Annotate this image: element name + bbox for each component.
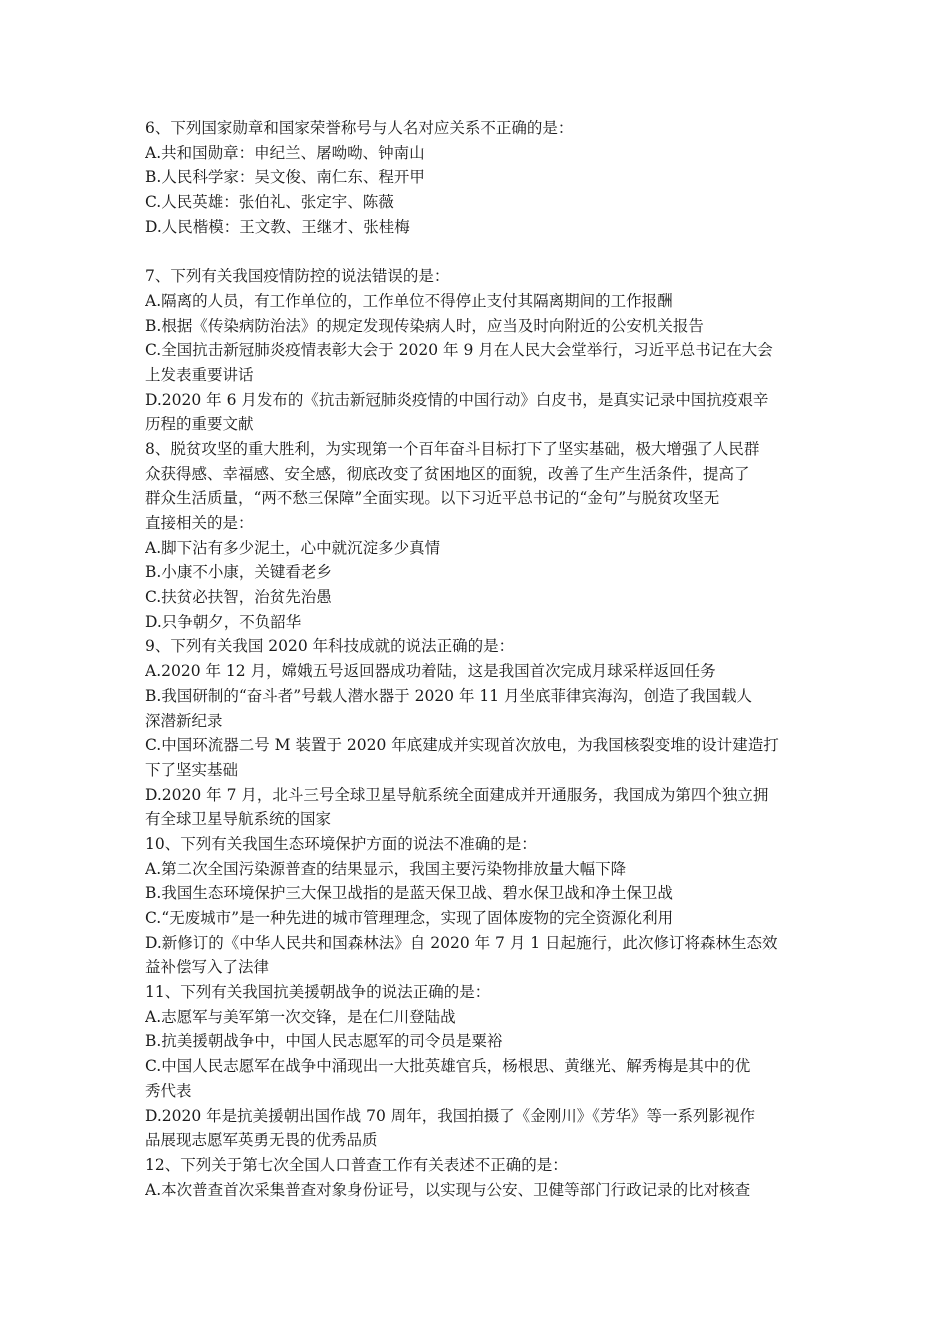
document-body [145,116,811,1202]
question-stem: 8、脱贫攻坚的重大胜利，为实现第一个百年奋斗目标打下了坚实基础，极大增强了人民群 [145,439,760,458]
option-a: A.第二次全国污染源普查的结果显示，我国主要污染物排放量大幅下降 [145,859,627,878]
option-a: A.隔离的人员，有工作单位的，工作单位不得停止支付其隔离期间的工作报酬 [145,291,673,310]
question-6 [145,116,811,239]
option-d-continued: 益补偿写入了法律 [145,958,270,977]
question-stem: 10、下列有关我国生态环境保护方面的说法不准确的是： [145,834,537,853]
option-d: D.2020 年是抗美援朝出国作战 70 周年，我国拍摄了《金刚川》《芳华》等一系列影视作 [145,1106,756,1125]
option-d: D.2020 年 7 月，北斗三号全球卫星导航系统全面建成并开通服务，我国成为第四个独立拥 [145,785,769,804]
option-b: B.人民科学家：吴文俊、南仁东、程开甲 [145,168,425,187]
option-c: C.中国环流器二号 M 装置于 2020 年底建成并实现首次放电，为我国核裂变堆的设计建造打 [145,736,779,755]
question-stem: 9、下列有关我国 2020 年科技成就的说法正确的是： [145,637,515,656]
option-d: D.2020 年 6 月发布的《抗击新冠肺炎疫情的中国行动》白皮书，是真实记录中国抗疫艰辛 [145,390,769,409]
option-c: C.人民英雄：张伯礼、张定宇、陈薇 [145,193,394,212]
option-d: D.人民楷模：王文教、王继才、张桂梅 [145,217,410,236]
option-d-continued: 品展现志愿军英勇无畏的优秀品质 [145,1131,378,1150]
question-11 [145,980,811,1153]
option-c-continued: 秀代表 [145,1081,192,1100]
question-stem: 12、下列关于第七次全国人口普查工作有关表述不正确的是： [145,1155,568,1174]
option-c-continued: 下了坚实基础 [145,760,239,779]
option-a: A.本次普查首次采集普查对象身份证号，以实现与公安、卫健等部门行政记录的比对核查 [145,1180,751,1199]
question-8 [145,437,811,635]
question-stem-continued: 众获得感、幸福感、安全感，彻底改变了贫困地区的面貌，改善了生产生活条件，提高了 [145,464,750,483]
option-c: C.中国人民志愿军在战争中涌现出一大批英雄官兵，杨根思、黄继光、解秀梅是其中的优 [145,1057,751,1076]
option-b: B.我国研制的“奋斗者”号载人潜水器于 2020 年 11 月坐底菲律宾海沟，创造了我国载人 [145,686,753,705]
option-a: A.共和国勋章：申纪兰、屠呦呦、钟南山 [145,143,425,162]
option-d-continued: 历程的重要文献 [145,415,254,434]
option-d: D.新修订的《中华人民共和国森林法》自 2020 年 7 月 1 日起施行，此次修订将森林生态效 [145,933,778,952]
question-9 [145,634,811,832]
option-a: A.2020 年 12 月，嫦娥五号返回器成功着陆，这是我国首次完成月球采样返回任务 [145,662,716,681]
option-d: D.只争朝夕，不负韶华 [145,612,302,631]
option-c: C.全国抗击新冠肺炎疫情表彰大会于 2020 年 9 月在人民大会堂举行，习近平总书记在大会 [145,341,773,360]
question-10 [145,832,811,980]
option-b: B.抗美援朝战争中，中国人民志愿军的司令员是粟裕 [145,1032,503,1051]
option-b-continued: 深潜新纪录 [145,711,223,730]
option-c: C.扶贫必扶智，治贫先治愚 [145,588,332,607]
question-stem: 11、下列有关我国抗美援朝战争的说法正确的是： [145,983,491,1002]
option-d-continued: 有全球卫星导航系统的国家 [145,810,332,829]
option-b: B.小康不小康，关键看老乡 [145,563,332,582]
question-stem: 7、下列有关我国疫情防控的说法错误的是： [145,267,450,286]
question-stem: 6、下列国家勋章和国家荣誉称号与人名对应关系不正确的是： [145,119,574,137]
question-stem-continued: 直接相关的是： [145,514,254,532]
option-b: B.我国生态环境保护三大保卫战指的是蓝天保卫战、碧水保卫战和净土保卫战 [145,884,673,903]
question-7 [145,264,811,437]
question-stem-continued: 群众生活质量，“两不愁三保障”全面实现。以下习近平总书记的“金句”与脱贫攻坚无 [145,489,720,508]
option-b: B.根据《传染病防治法》的规定发现传染病人时，应当及时向附近的公安机关报告 [145,316,704,335]
question-12 [145,1153,811,1202]
option-a: A.脚下沾有多少泥土，心中就沉淀多少真情 [145,538,441,557]
option-a: A.志愿军与美军第一次交锋，是在仁川登陆战 [145,1007,456,1026]
option-c: C.“无废城市”是一种先进的城市管理理念，实现了固体废物的完全资源化利用 [145,909,674,927]
option-c-continued: 上发表重要讲话 [145,365,254,384]
paragraph-spacer [145,239,811,264]
